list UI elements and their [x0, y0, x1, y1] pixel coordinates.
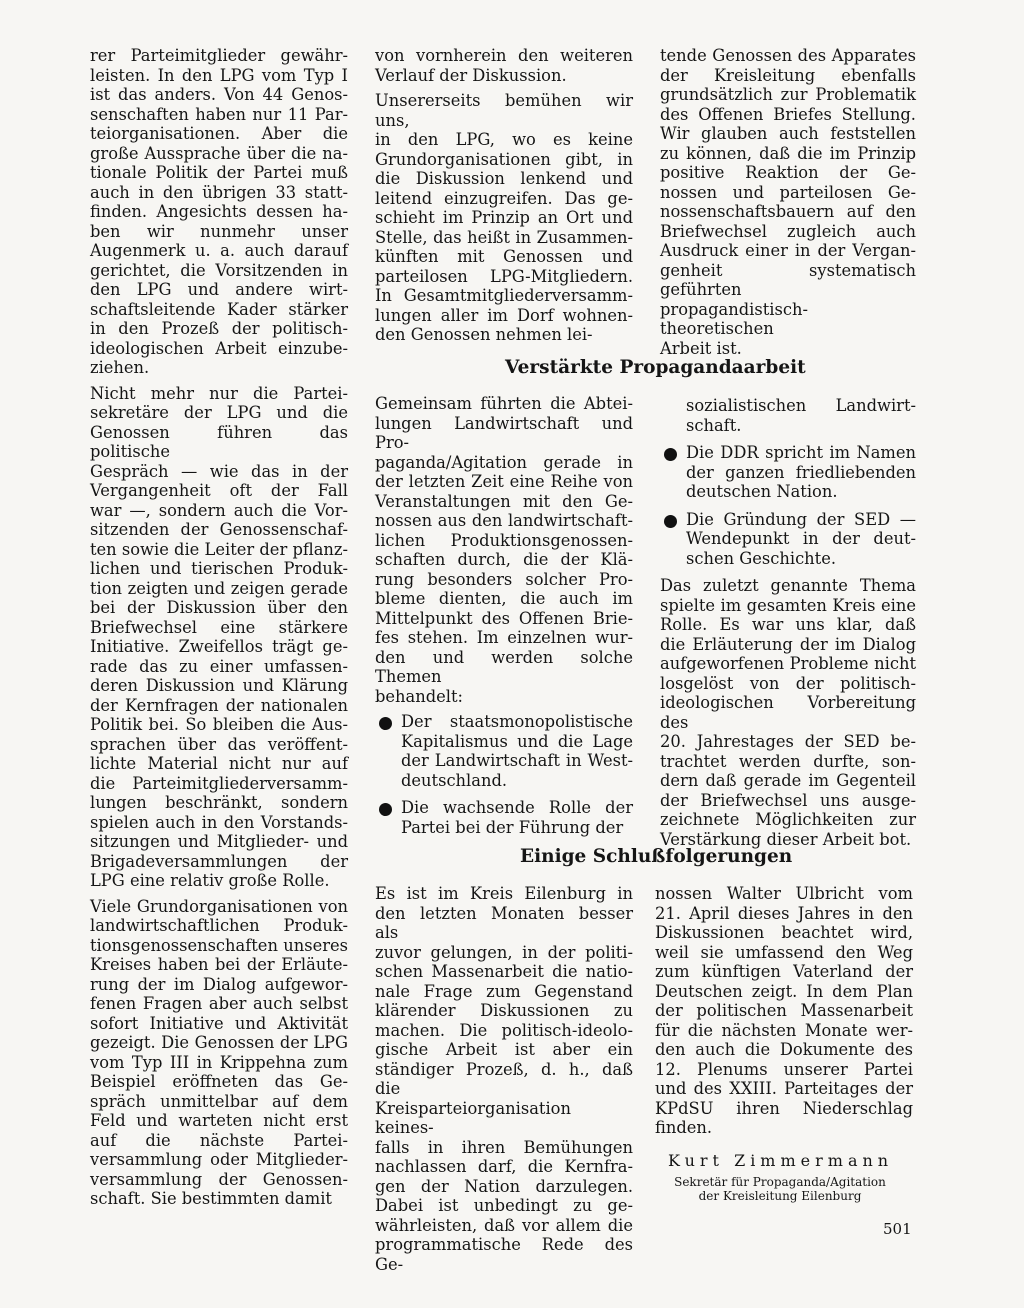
- text-line: von vornherein den weiteren: [375, 46, 633, 65]
- text-line: Arbeit ist.: [660, 338, 742, 358]
- text-line: Nicht mehr nur die Partei-: [90, 383, 348, 403]
- text-line: Veranstaltungen mit den Ge-: [375, 491, 633, 511]
- text-line: Gespräch — wie das in der: [90, 461, 348, 481]
- text-line: vom Typ III in Krippehna zum: [90, 1052, 348, 1072]
- column-left: [90, 46, 348, 1215]
- text-line: genheit systematisch geführten: [660, 260, 916, 299]
- text-line: Kapitalismus und die Lage: [401, 731, 633, 751]
- text-line: schieht im Prinzip an Ort und: [375, 208, 633, 227]
- text-line: ideologischen Arbeit einzube-: [90, 338, 348, 358]
- list-item: [660, 510, 916, 569]
- text-line: spräch unmittelbar auf dem: [90, 1091, 348, 1111]
- topic-list-continued: [660, 443, 916, 568]
- text-line: spielen auch in den Vorstands-: [90, 812, 348, 832]
- text-line: nossen aus den landwirtschaft-: [375, 511, 633, 530]
- text-line: Unsererseits bemühen wir uns,: [375, 91, 633, 130]
- text-line: senschaften haben nur 11 Par-: [90, 104, 348, 124]
- text-line: Briefwechsel eine stärkere: [90, 617, 348, 637]
- text-line: bei der Diskussion über den: [90, 598, 348, 617]
- text-line: 12. Plenums unserer Partei: [655, 1059, 913, 1079]
- text-line: nossen Walter Ulbricht vom: [655, 884, 913, 903]
- text-line: währleisten, daß vor allem die: [375, 1215, 633, 1235]
- text-line: Gemeinsam führten die Abtei-: [375, 394, 633, 413]
- text-line: Deutschen zeigt. In dem Plan: [655, 981, 913, 1001]
- text-line: Verstärkung dieser Arbeit bot.: [660, 829, 912, 849]
- text-line: lungen aller im Dorf wohnen-: [375, 305, 633, 325]
- text-line: zeichnete Möglichkeiten zur: [660, 810, 916, 829]
- bullet-icon: [664, 448, 677, 461]
- text-line: nachlassen darf, die Kernfra-: [375, 1157, 633, 1176]
- paragraph: [375, 91, 633, 345]
- text-line: Die wachsende Rolle der: [401, 798, 633, 817]
- bullet-icon: [379, 717, 392, 730]
- text-line: Grundorganisationen gibt, in: [375, 149, 633, 169]
- paragraph: [90, 384, 348, 891]
- text-line: Briefwechsel zugleich auch: [660, 221, 916, 241]
- text-line: deutschland.: [401, 770, 508, 790]
- text-line: schen Massenarbeit die natio-: [375, 962, 633, 981]
- text-line: parteilosen LPG-Mitgliedern.: [375, 266, 633, 286]
- text-line: Mittelpunkt des Offenen Brie-: [375, 608, 633, 628]
- section1-left: [375, 394, 633, 845]
- text-line: die Erläuterung der im Dialog: [660, 634, 916, 654]
- text-line: ben wir nunmehr unser: [90, 221, 348, 241]
- text-line: den auch die Dokumente des: [655, 1040, 913, 1059]
- paragraph: [90, 897, 348, 1209]
- text-line: dern daß gerade im Gegenteil: [660, 771, 916, 790]
- bullet-icon: [664, 515, 677, 528]
- text-line: trachtet werden durfte, son-: [660, 751, 916, 771]
- text-line: gerichtet, die Vorsitzenden in: [90, 260, 348, 280]
- author-name: Kurt Zimmermann: [668, 1151, 894, 1170]
- text-line: Feld und warteten nicht erst: [90, 1111, 348, 1130]
- topic-list: [375, 712, 633, 837]
- text-line: zuvor gelungen, in der politi-: [375, 942, 633, 962]
- text-line: rung besonders solcher Pro-: [375, 569, 633, 589]
- text-line: und des XXIII. Parteitages der: [655, 1079, 913, 1098]
- text-line: den letzten Monaten besser als: [375, 903, 633, 942]
- text-line: war —, sondern auch die Vor-: [90, 500, 348, 520]
- list-item: [375, 798, 633, 837]
- text-line: paganda/Agitation gerade in: [375, 452, 633, 472]
- text-line: den Genossen nehmen lei-: [375, 325, 593, 344]
- text-line: teiorganisationen. Aber die: [90, 124, 348, 143]
- text-line: losgelöst von der politisch-: [660, 673, 916, 693]
- text-line: gische Arbeit ist aber ein: [375, 1040, 633, 1059]
- text-line: Dabei ist unbedingt zu ge-: [375, 1196, 633, 1215]
- text-line: rade das zu einer umfassen-: [90, 656, 348, 676]
- text-line: den und werden solche Themen: [375, 647, 633, 686]
- text-line: In Gesamtmitgliederversamm-: [375, 286, 633, 305]
- text-line: leisten. In den LPG vom Typ I: [90, 65, 348, 85]
- text-line: landwirtschaftlichen Produk-: [90, 916, 348, 935]
- text-line: Viele Grundorganisationen von: [90, 896, 348, 916]
- page-number: 501: [883, 1220, 912, 1238]
- text-line: sprachen über das veröffent-: [90, 734, 348, 754]
- author-title-line: der Kreisleitung Eilenburg: [698, 1189, 862, 1203]
- text-line: zu können, daß die im Prinzip: [660, 143, 916, 163]
- paragraph: [660, 46, 916, 358]
- paragraph: [375, 394, 633, 706]
- text-line: bleme dienten, die auch im: [375, 589, 633, 608]
- section2-left: [375, 884, 633, 1280]
- text-line: spielte im gesamten Kreis eine: [660, 595, 916, 615]
- text-line: der Kernfragen der nationalen: [90, 695, 348, 715]
- text-line: sekretäre der LPG und die: [90, 403, 348, 422]
- text-line: Diskussionen beachtet wird,: [655, 923, 913, 942]
- text-line: lichen und tierischen Produk-: [90, 559, 348, 578]
- text-line: Die DDR spricht im Namen: [686, 443, 916, 462]
- text-line: Augenmerk u. a. auch darauf: [90, 241, 348, 260]
- text-line: falls in ihren Bemühungen: [375, 1137, 633, 1157]
- text-line: die Parteimitgliederversamm-: [90, 773, 348, 793]
- column-right-top: [660, 46, 916, 364]
- text-line: ist das anders. Von 44 Genos-: [90, 85, 348, 104]
- text-line: auf die nächste Partei-: [90, 1130, 348, 1150]
- text-line: sofort Initiative und Aktivität: [90, 1013, 348, 1033]
- text-line: Wir glauben auch feststellen: [660, 124, 916, 143]
- text-line: leitend einzugreifen. Das ge-: [375, 188, 633, 208]
- text-line: künften mit Genossen und: [375, 247, 633, 266]
- text-line: fenen Fragen aber auch selbst: [90, 994, 348, 1013]
- section-heading: Verstärkte Propagandaarbeit: [505, 357, 806, 378]
- text-line: Wendepunkt in der deut-: [686, 529, 916, 548]
- text-line: der Briefwechsel uns ausge-: [660, 790, 916, 810]
- text-line: tionsgenossenschaften unseres: [90, 935, 348, 955]
- text-line: 21. April dieses Jahres in den: [655, 903, 913, 923]
- text-line: lichte Material nicht nur auf: [90, 754, 348, 773]
- text-line: tende Genossen des Apparates: [660, 46, 916, 65]
- text-line: schen Geschichte.: [686, 548, 837, 568]
- text-line: weil sie umfassend den Weg: [655, 942, 913, 962]
- text-line: auch in den übrigen 33 statt-: [90, 182, 348, 202]
- section1-right: [660, 396, 916, 855]
- text-line: deutschen Nation.: [686, 482, 838, 501]
- text-line: aufgeworfenen Probleme nicht: [660, 654, 916, 673]
- paragraph: [375, 884, 633, 1274]
- text-line: lichen Produktionsgenossen-: [375, 530, 633, 550]
- text-line: Initiative. Zweifellos trägt ge-: [90, 637, 348, 656]
- text-line: in den Prozeß der politisch-: [90, 319, 348, 338]
- text-line: für die nächsten Monate wer-: [655, 1020, 913, 1040]
- text-line: 20. Jahrestages der SED be-: [660, 732, 916, 751]
- text-line: der ganzen friedliebenden: [686, 462, 916, 482]
- text-line: versammlung oder Mitglieder-: [90, 1150, 348, 1169]
- text-line: nossenschaftsbauern auf den: [660, 202, 916, 221]
- text-line: Partei bei der Führung der: [401, 817, 624, 837]
- text-line: der Landwirtschaft in West-: [401, 751, 633, 770]
- text-line: finden. Angesichts dessen ha-: [90, 202, 348, 221]
- text-line: programmatische Rede des Ge-: [375, 1235, 633, 1274]
- text-line: Rolle. Es war uns klar, daß: [660, 615, 916, 634]
- column-middle-top: [375, 46, 633, 351]
- text-line: große Aussprache über die na-: [90, 143, 348, 163]
- text-line: nale Frage zum Gegenstand: [375, 981, 633, 1001]
- text-line: in den LPG, wo es keine: [375, 130, 633, 149]
- text-line: rung der im Dialog aufgewor-: [90, 974, 348, 994]
- list-item: [375, 712, 633, 790]
- text-line: lungen beschränkt, sondern: [90, 793, 348, 812]
- bullet-icon: [379, 803, 392, 816]
- text-line: propagandistisch-theoretischen: [660, 299, 808, 338]
- paragraph: [660, 576, 916, 849]
- text-line: ziehen.: [90, 358, 150, 377]
- text-line: Es ist im Kreis Eilenburg in: [375, 884, 633, 903]
- text-line: schaftsleitende Kader stärker: [90, 299, 348, 319]
- text-line: Genossen führen das politische: [90, 422, 348, 461]
- text-line: schaft.: [686, 415, 742, 435]
- text-line: Die Gründung der SED —: [686, 509, 916, 529]
- text-line: tionale Politik der Partei muß: [90, 163, 348, 182]
- text-line: Das zuletzt genannte Thema: [660, 576, 916, 595]
- text-line: Der staatsmonopolistische: [401, 712, 633, 731]
- text-line: schaft. Sie bestimmten damit: [90, 1189, 332, 1208]
- text-line: klärender Diskussionen zu: [375, 1001, 633, 1020]
- text-line: positive Reaktion der Ge-: [660, 163, 916, 182]
- text-line: sozialistischen Landwirt-: [686, 396, 916, 415]
- text-line: der letzten Zeit eine Reihe von: [375, 472, 633, 491]
- text-line: grundsätzlich zur Problematik: [660, 85, 916, 104]
- section-heading: Einige Schlußfolgerungen: [520, 846, 793, 867]
- text-line: LPG eine relativ große Rolle.: [90, 871, 330, 890]
- text-line: KPdSU ihren Niederschlag: [655, 1098, 913, 1118]
- text-line: deren Diskussion und Klärung: [90, 676, 348, 695]
- paragraph: [375, 46, 633, 85]
- continued-item: [660, 396, 916, 435]
- text-line: Brigadeversammlungen der: [90, 851, 348, 871]
- text-line: Beispiel eröffneten das Ge-: [90, 1072, 348, 1091]
- text-line: sitzungen und Mitglieder- und: [90, 832, 348, 851]
- text-line: ständiger Prozeß, d. h., daß die: [375, 1059, 633, 1098]
- text-line: ten sowie die Leiter der pflanz-: [90, 539, 348, 559]
- text-line: gezeigt. Die Genossen der LPG: [90, 1033, 348, 1052]
- section2-right: [655, 884, 913, 1144]
- paragraph: [655, 884, 913, 1138]
- text-line: ideologischen Vorbereitung des: [660, 693, 916, 732]
- text-line: die Diskussion lenkend und: [375, 169, 633, 188]
- text-line: fes stehen. Im einzelnen wur-: [375, 628, 633, 647]
- paragraph: [90, 46, 348, 378]
- list-item: [660, 443, 916, 502]
- text-line: der politischen Massenarbeit: [655, 1001, 913, 1020]
- text-line: lungen Landwirtschaft und Pro-: [375, 413, 633, 452]
- text-line: nossen und parteilosen Ge-: [660, 182, 916, 202]
- text-line: tion zeigten und zeigen gerade: [90, 578, 348, 598]
- text-line: der Kreisleitung ebenfalls: [660, 65, 916, 85]
- text-line: sitzenden der Genossenschaf-: [90, 520, 348, 539]
- author-title-line: Sekretär für Propaganda/Agitation: [674, 1175, 886, 1189]
- text-line: Kreises haben bei der Erläute-: [90, 955, 348, 974]
- text-line: Kreisparteiorganisation keines-: [375, 1098, 571, 1137]
- text-line: versammlung der Genossen-: [90, 1169, 348, 1189]
- text-line: finden.: [655, 1118, 713, 1137]
- text-line: gen der Nation darzulegen.: [375, 1176, 633, 1196]
- text-line: Ausdruck einer in der Vergan-: [660, 241, 916, 260]
- text-line: des Offenen Briefes Stellung.: [660, 104, 916, 124]
- text-line: Politik bei. So bleiben die Aus-: [90, 715, 348, 734]
- author-title: [645, 1175, 915, 1203]
- text-line: rer Parteimitglieder gewähr-: [90, 46, 348, 65]
- text-line: schaften durch, die der Klä-: [375, 550, 633, 569]
- text-line: den LPG und andere wirt-: [90, 280, 348, 299]
- text-line: Stelle, das heißt in Zusammen-: [375, 227, 633, 247]
- text-line: Vergangenheit oft der Fall: [90, 481, 348, 500]
- text-line: machen. Die politisch-ideolo-: [375, 1020, 633, 1040]
- text-line: Verlauf der Diskussion.: [375, 65, 567, 85]
- text-line: zum künftigen Vaterland der: [655, 962, 913, 981]
- text-line: behandelt:: [375, 686, 464, 706]
